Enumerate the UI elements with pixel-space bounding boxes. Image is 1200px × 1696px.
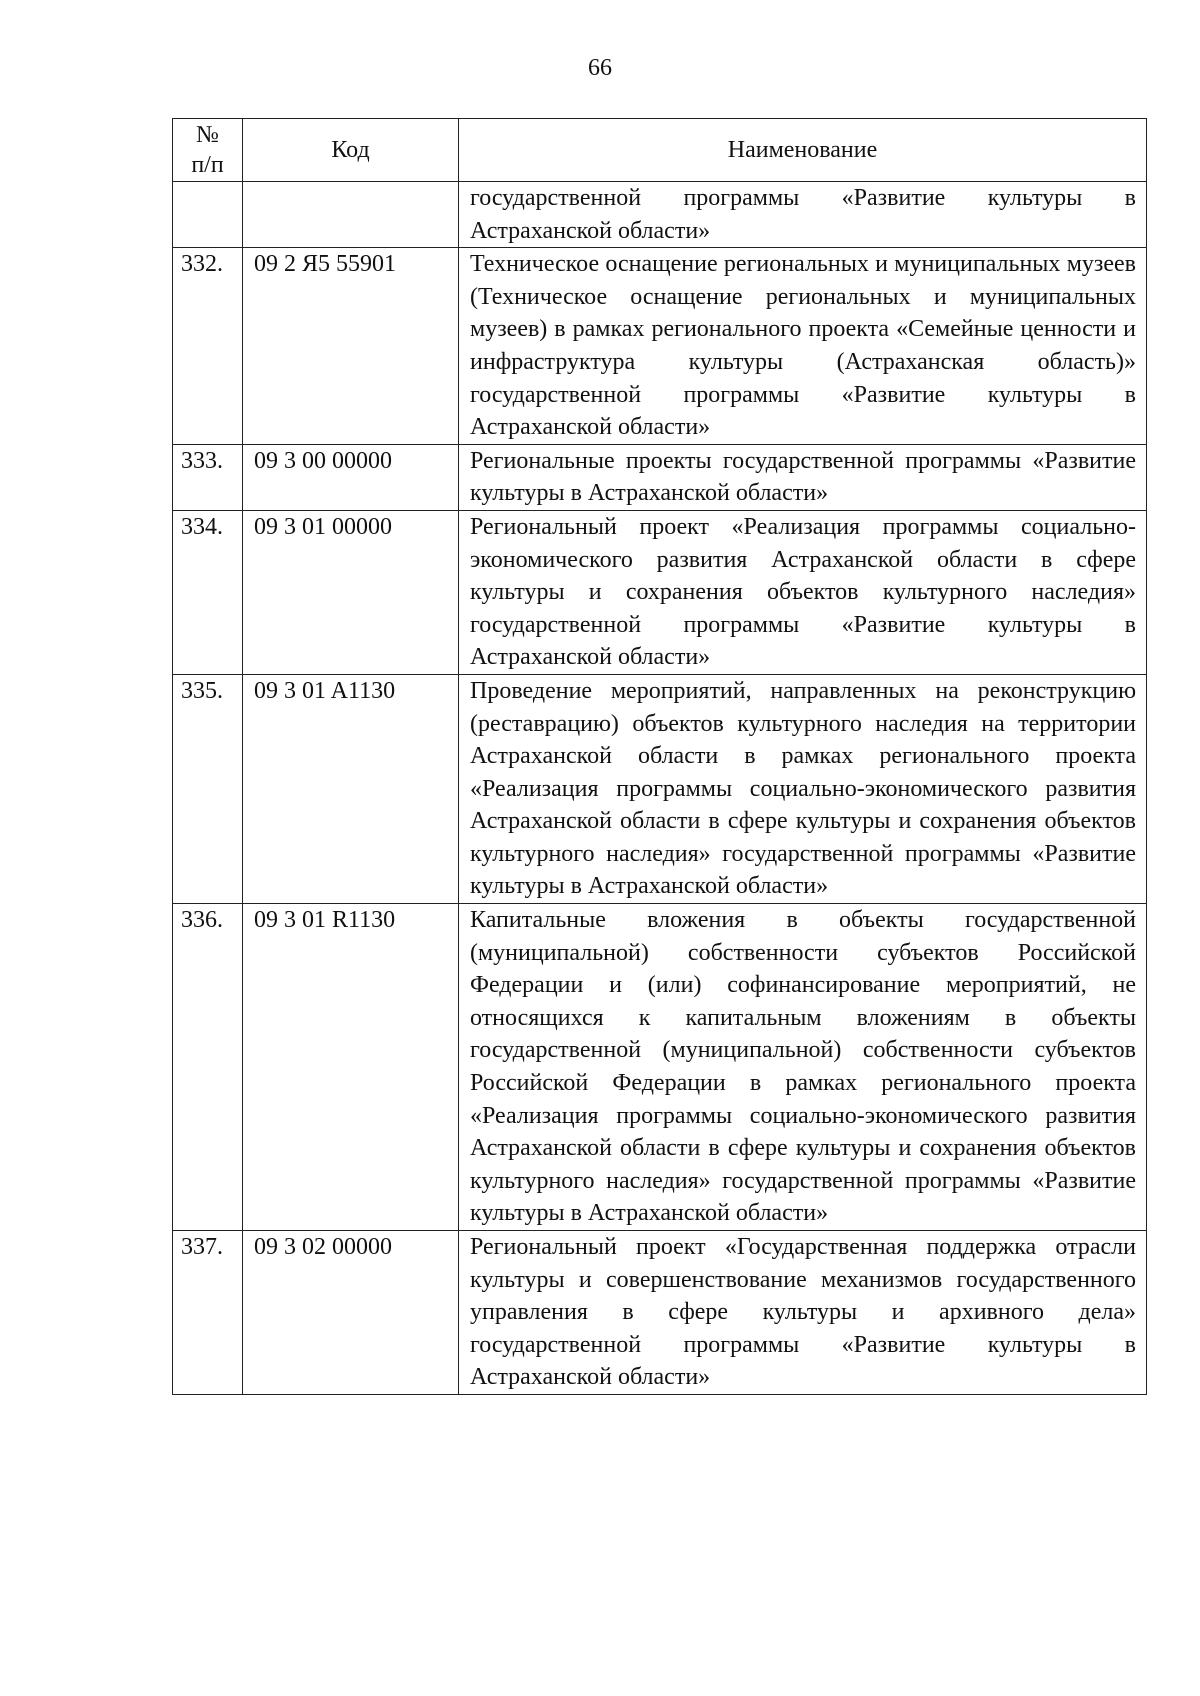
table-row-333 bbox=[173, 444, 1147, 510]
header-row bbox=[173, 119, 1147, 182]
table-body bbox=[173, 182, 1147, 1395]
row-number: 335. bbox=[173, 674, 243, 903]
table-row-334 bbox=[173, 510, 1147, 674]
row-code: 09 3 01 00000 bbox=[243, 510, 459, 674]
row-code: 09 3 01 R1130 bbox=[243, 904, 459, 1231]
row-code bbox=[243, 182, 459, 248]
row-code: 09 3 02 00000 bbox=[243, 1231, 459, 1395]
row-number: 332. bbox=[173, 248, 243, 445]
row-number bbox=[173, 182, 243, 248]
row-name: Техническое оснащение региональных и муниципальных музеев (Техническое оснащение региональных и муниципальных музеев) в рамках регионального проекта «Семейные ценности и инфраструктура культуры (Астраханская область)» государственной программы «Развитие культуры в Астраханской области» bbox=[459, 248, 1147, 445]
row-name: государственной программы «Развитие культуры в Астраханской области» bbox=[459, 182, 1147, 248]
header-code: Код bbox=[243, 119, 459, 182]
header-name: Наименование bbox=[459, 119, 1147, 182]
row-name: Региональный проект «Государственная поддержка отрасли культуры и совершенствование механизмов государственного управления в сфере культуры и архивного дела» государственной программы «Развитие культуры в Астраханской области» bbox=[459, 1231, 1147, 1395]
row-name: Региональные проекты государственной программы «Развитие культуры в Астраханской области» bbox=[459, 444, 1147, 510]
row-number: 336. bbox=[173, 904, 243, 1231]
row-name: Региональный проект «Реализация программы социально-экономического развития Астраханской области в сфере культуры и сохранения объектов культурного наследия» государственной программы «Развитие культуры в Астраханской области» bbox=[459, 510, 1147, 674]
table-row-continuation bbox=[173, 182, 1147, 248]
table-row-336 bbox=[173, 904, 1147, 1231]
table-row-335 bbox=[173, 674, 1147, 903]
header-number-abbrev: п/п bbox=[191, 152, 224, 178]
page-number: 66 bbox=[588, 55, 612, 81]
table-header bbox=[173, 119, 1147, 182]
table-row-332 bbox=[173, 248, 1147, 445]
row-name: Капитальные вложения в объекты государственной (муниципальной) собственности субъектов Российской Федерации и (или) софинансирование мероприятий, не относящихся к капитальным вложениям в объекты государственной (муниципальной) собственности субъектов Российской Федерации в рамках регионального проекта «Реализация программы социально-экономического развития Астраханской области в сфере культуры и сохранения объектов культурного наследия» государственной программы «Развитие культуры в Астраханской области» bbox=[459, 904, 1147, 1231]
budget-classification-table bbox=[172, 118, 1147, 1395]
header-number bbox=[173, 119, 243, 182]
row-code: 09 3 01 A1130 bbox=[243, 674, 459, 903]
row-code: 09 3 00 00000 bbox=[243, 444, 459, 510]
row-number: 337. bbox=[173, 1231, 243, 1395]
row-code: 09 2 Я5 55901 bbox=[243, 248, 459, 445]
row-number: 333. bbox=[173, 444, 243, 510]
header-number-symbol: № bbox=[196, 122, 219, 148]
row-name: Проведение мероприятий, направленных на реконструкцию (реставрацию) объектов культурного наследия на территории Астраханской области в рамках регионального проекта «Реализация программы социально-экономического развития Астраханской области в сфере культуры и сохранения объектов культурного наследия» государственной программы «Развитие культуры в Астраханской области» bbox=[459, 674, 1147, 903]
table-row-337 bbox=[173, 1231, 1147, 1395]
row-number: 334. bbox=[173, 510, 243, 674]
